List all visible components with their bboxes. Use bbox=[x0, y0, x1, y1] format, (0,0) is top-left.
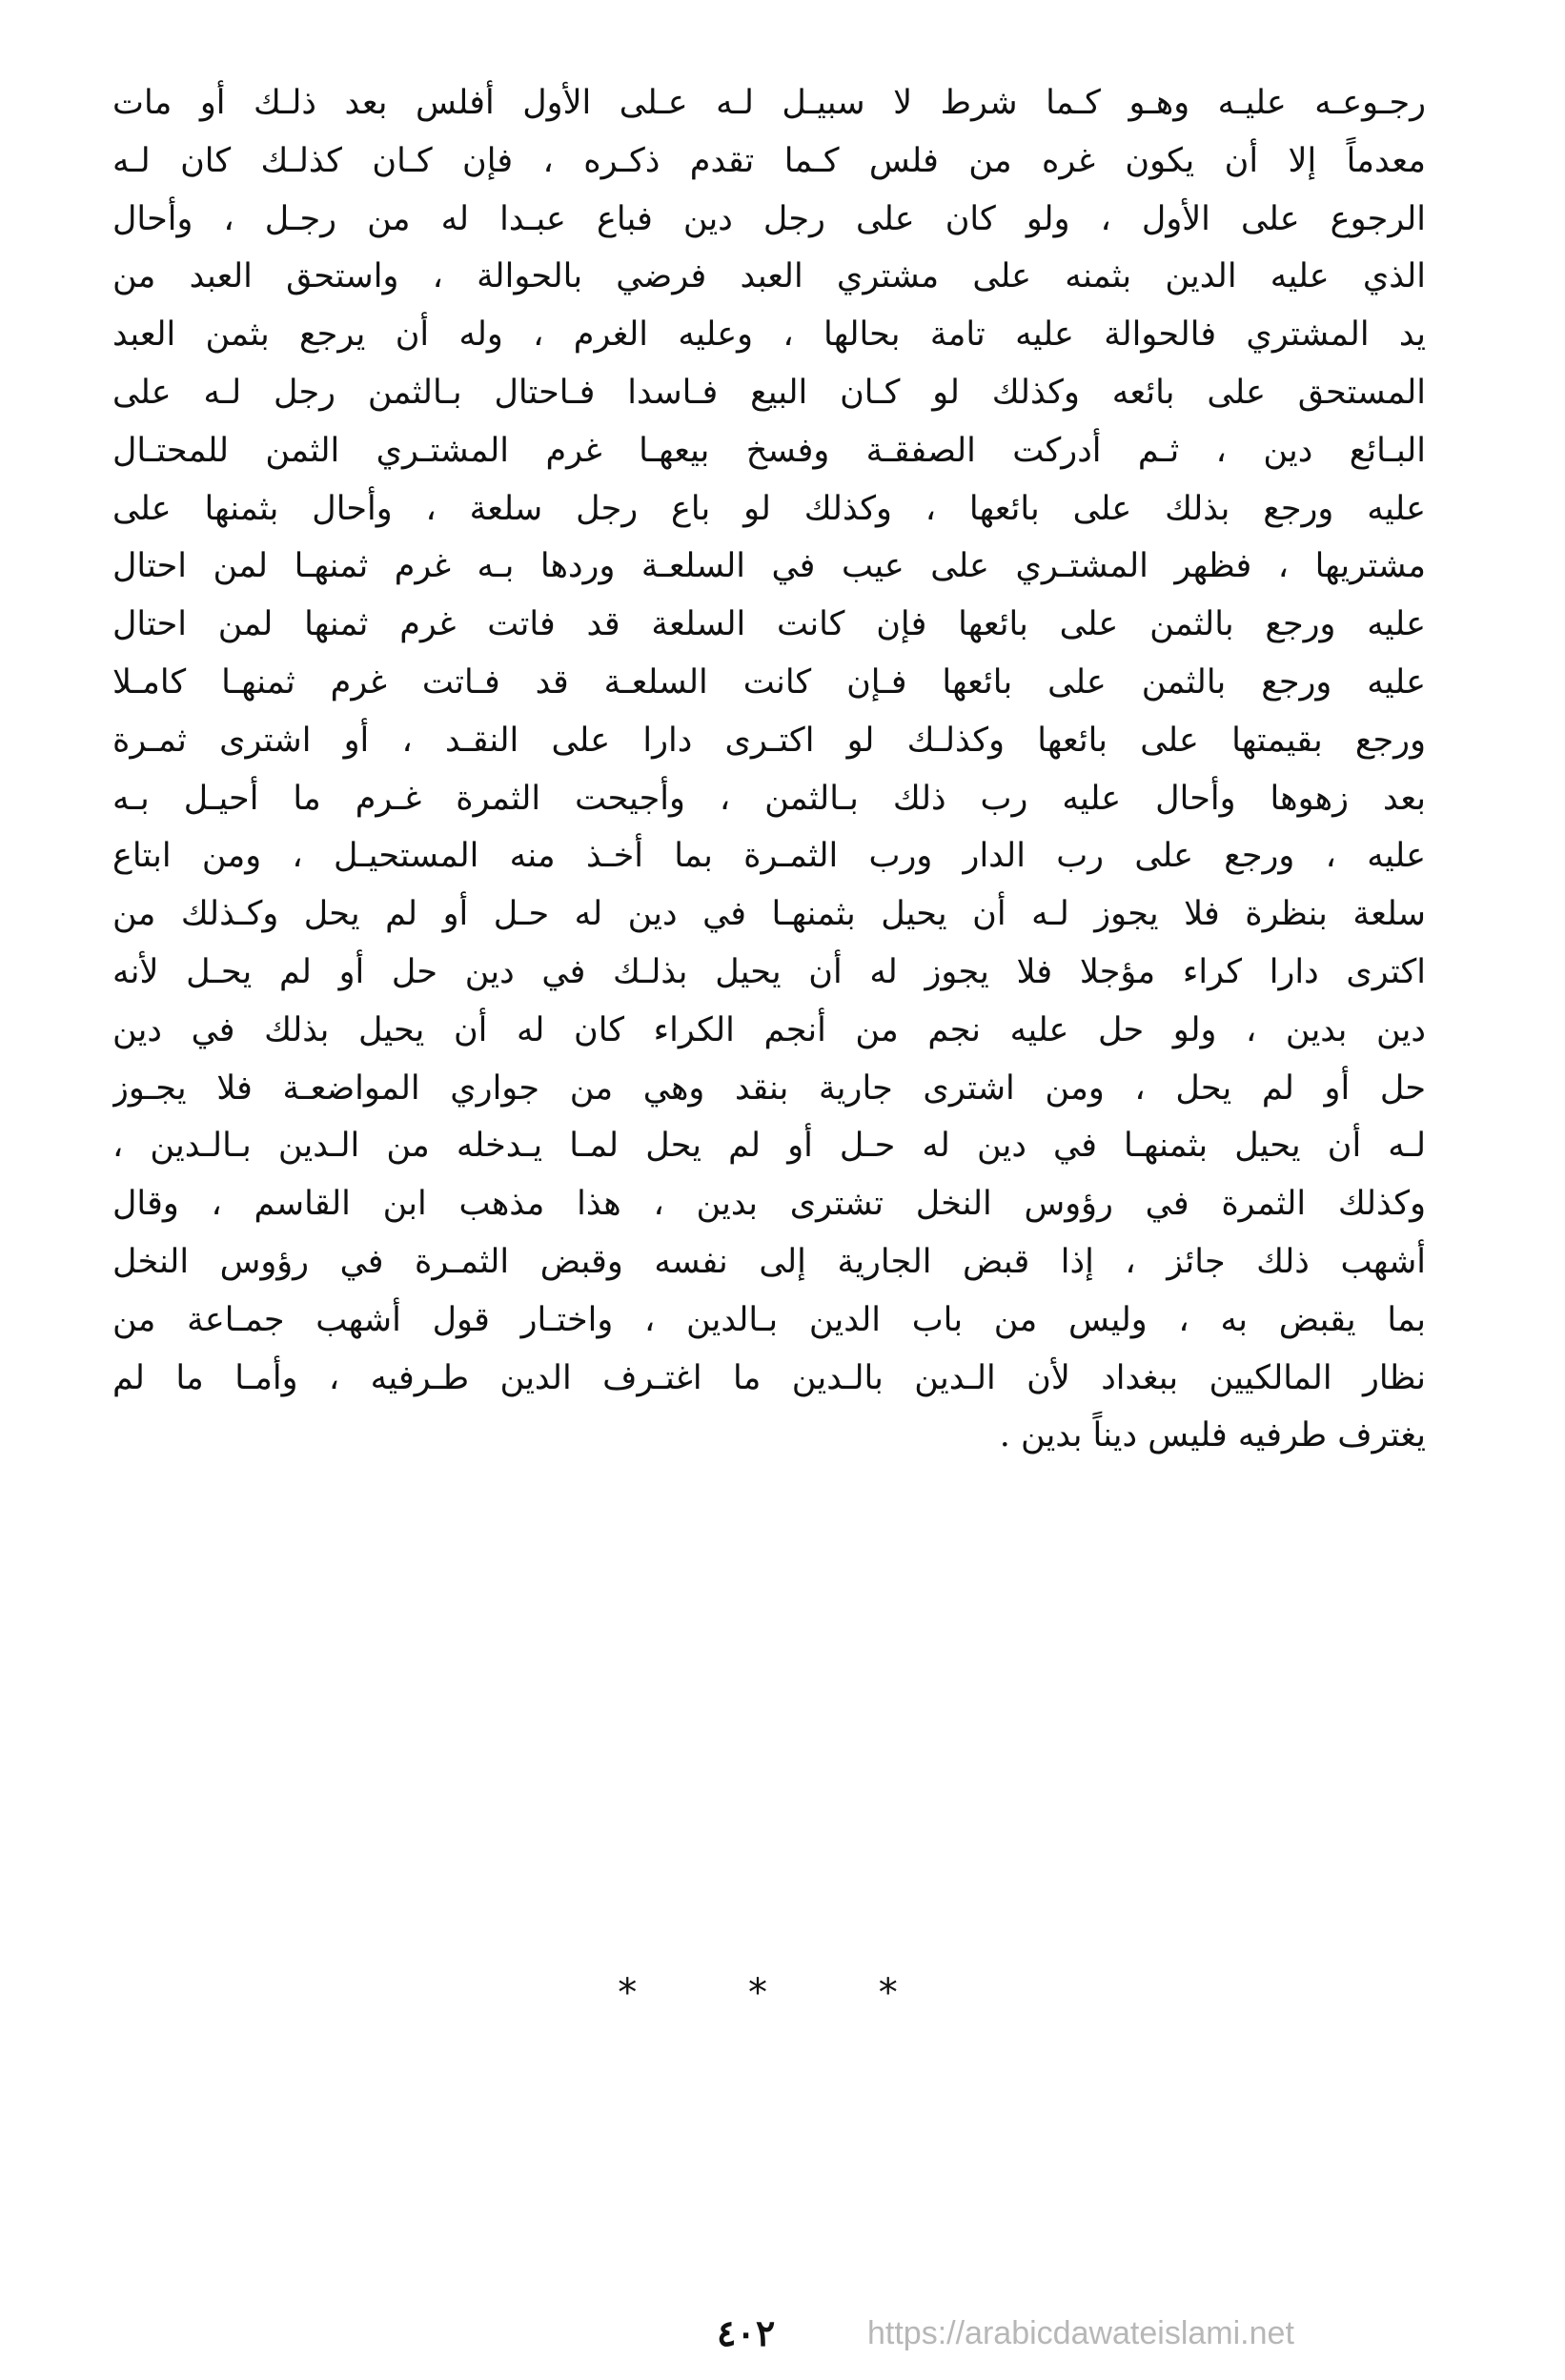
page-number: ٤٠٢ bbox=[717, 2311, 776, 2354]
text-line: معدماً إلا أن يكون غره من فلس كـما تقدم ذكـره ، فإن كـان كذلـك كان لـه bbox=[112, 141, 1426, 180]
page-footer bbox=[667, 2311, 1449, 2359]
text-line: يد المشتري فالحوالة عليه تامة بحالها ، وعليه الغرم ، وله أن يرجع بثمن العبد bbox=[112, 315, 1426, 355]
text-line: الرجوع على الأول ، ولو كان على رجل دين فباع عبـدا له من رجـل ، وأحال bbox=[112, 199, 1426, 238]
text-line: نظار المالكيين ببغداد لأن الـدين بالـدين ما اغتـرف الدين طـرفيه ، وأمـا ما لم bbox=[112, 1358, 1426, 1397]
text-line: لـه أن يحيل بثمنهـا في دين له حـل أو لم يحل لمـا يـدخله من الـدين بـالـدين ، bbox=[112, 1127, 1426, 1166]
text-line: عليه ورجع بذلك على بائعها ، وكذلك لو باع رجل سلعة ، وأحال بثمنها على bbox=[112, 489, 1426, 528]
text-line: بعد زهوها وأحال عليه رب ذلك بـالثمن ، وأجيحت الثمرة غـرم ما أحيـل بـه bbox=[112, 779, 1426, 818]
text-line: رجـوعـه عليـه وهـو كـما شرط لا سبيـل لـه عـلى الأول أفلس بعد ذلـك أو مات bbox=[112, 84, 1426, 122]
text-line: ورجع بقيمتها على بائعها وكذلـك لو اكتـرى دارا على النقـد ، أو اشترى ثمـرة bbox=[112, 721, 1426, 760]
text-line: يغترف طرفيه فليس ديناً بدين . bbox=[999, 1416, 1426, 1455]
section-ornament: * * * bbox=[618, 1971, 947, 2015]
text-line: عليه ورجع بالثمن على بائعها فـإن كانت السلعـة قد فـاتت غرم ثمنهـا كامـلا bbox=[112, 662, 1426, 702]
text-line: أشهب ذلك جائز ، إذا قبض الجارية إلى نفسه وقبض الثمـرة في رؤوس النخل bbox=[112, 1242, 1426, 1281]
text-line: حل أو لم يحل ، ومن اشترى جارية بنقد وهي من جواري المواضعـة فلا يجـوز bbox=[112, 1068, 1426, 1108]
text-line: دين بدين ، ولو حل عليه نجم من أنجم الكراء كان له أن يحيل بذلك في دين bbox=[112, 1010, 1426, 1049]
text-line: سلعة بنظرة فلا يجوز لـه أن يحيل بثمنهـا في دين له حـل أو لم يحل وكـذلك من bbox=[112, 895, 1426, 934]
text-line: وكذلك الثمرة في رؤوس النخل تشترى بدين ، هذا مذهب ابن القاسم ، وقال bbox=[112, 1185, 1426, 1224]
text-line: بما يقبض به ، وليس من باب الدين بـالدين ، واختـار قول أشهب جمـاعة من bbox=[112, 1300, 1426, 1339]
text-line: البـائع دين ، ثـم أدركت الصفقـة وفسخ بيعهـا غرم المشتـري الثمن للمحتـال bbox=[112, 431, 1426, 470]
text-line: المستحق على بائعه وكذلك لو كـان البيع فـاسدا فـاحتال بـالثمن رجل لـه على bbox=[112, 373, 1426, 412]
body-text bbox=[112, 74, 1426, 1465]
watermark-url: https://arabicdawateislami.net bbox=[867, 2315, 1294, 2351]
text-line: الذي عليه الدين بثمنه على مشتري العبد فرضي بالحوالة ، واستحق العبد من bbox=[112, 257, 1426, 296]
text-line: عليه ، ورجع على رب الدار ورب الثمـرة بما أخـذ منه المستحيـل ، ومن ابتاع bbox=[112, 837, 1426, 876]
text-line: مشتريها ، فظهر المشتـري على عيب في السلعـة وردها بـه غرم ثمنهـا لمن احتال bbox=[112, 547, 1426, 586]
text-line: عليه ورجع بالثمن على بائعها فإن كانت السلعة قد فاتت غرم ثمنها لمن احتال bbox=[112, 605, 1426, 644]
text-line: اكترى دارا كراء مؤجلا فلا يجوز له أن يحيل بذلـك في دين حل أو لم يحـل لأنه bbox=[112, 952, 1426, 991]
